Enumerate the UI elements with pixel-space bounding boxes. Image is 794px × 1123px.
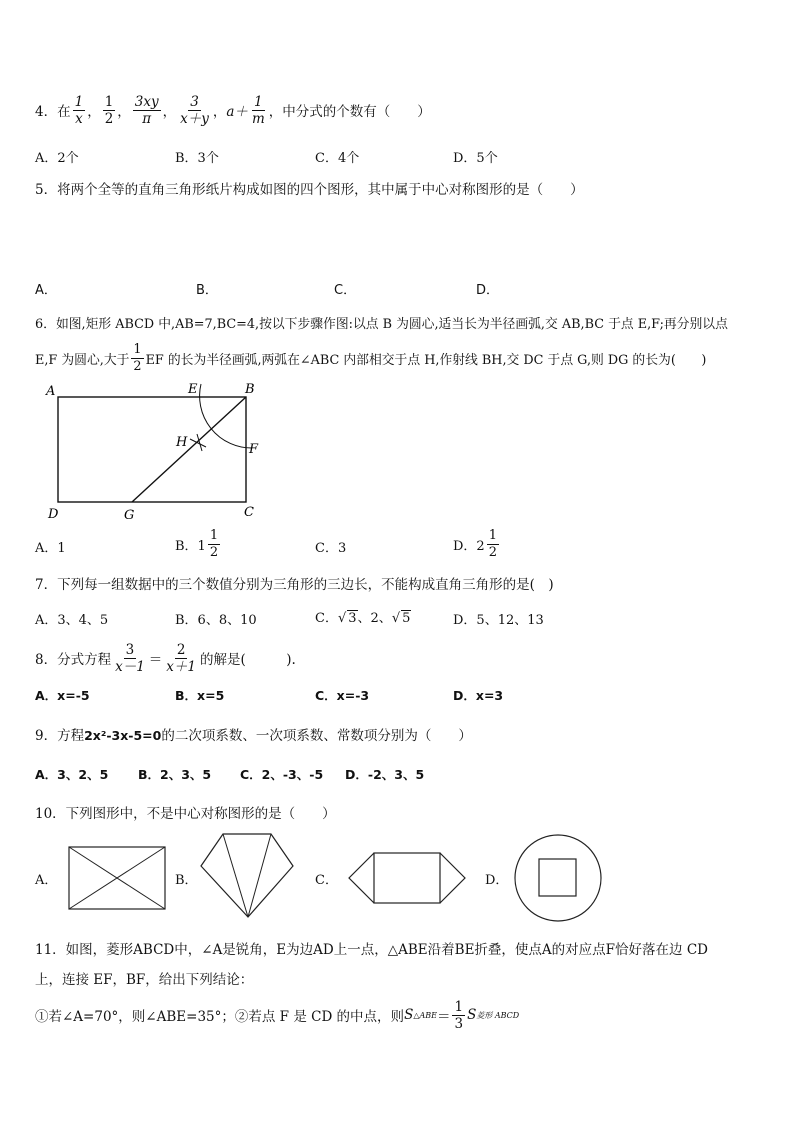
q6-option-d: D．2 $\frac{1}{2}$ xyxy=(453,527,497,560)
question-11-line-1: 11．如图，菱形ABCD中，∠A是锐角，E为边AD上一点，△ABE沿着BE折叠，使点A的对应点F恰好落在边 CD xyxy=(35,942,708,958)
q8-option-b: B．x=5 xyxy=(175,688,225,703)
ray-bh xyxy=(132,397,246,502)
question-11-conclusions: ①若∠A=70°，则∠ABE=35°；②若点 F 是 CD 的中点，则 S △ABE ＝ $\frac{1}{3}$ S 菱形 ABCD xyxy=(35,998,520,1032)
question-9: 9．方程2x²-3x-5=0的二次项系数、一次项系数、常数项分别为（ ） xyxy=(35,728,472,744)
label-a: A xyxy=(46,384,56,399)
label-b: B xyxy=(245,382,255,397)
q4-option-c: C．4个 xyxy=(315,151,360,166)
q6-option-a: A．1 xyxy=(35,541,66,556)
q10-label-d: D． xyxy=(485,873,509,888)
q11-fraction-third: $\frac{1}{3}$ xyxy=(454,998,464,1032)
q5-option-c: C． xyxy=(334,283,357,298)
question-8: 8．分式方程 $\frac{3}{x-1}$ ＝ $\frac{2}{x+1}$ 的解是( ). xyxy=(35,641,296,675)
q6-rectangle-figure xyxy=(40,380,270,522)
q10-figure-c xyxy=(346,850,468,906)
q7-option-a: A．3、4、5 xyxy=(35,613,109,628)
q4-fraction-1: $\frac{1}{x}$ xyxy=(74,93,84,127)
q9-option-d: D．-2、3、5 xyxy=(345,767,425,782)
label-d: D xyxy=(48,507,59,522)
question-11-line-2: 上，连接 EF，BF，给出下列结论： xyxy=(35,972,254,988)
q4-option-a: A．2个 xyxy=(35,151,79,166)
q4-number: 4．在 xyxy=(35,104,71,120)
q10-label-c: C． xyxy=(315,873,338,888)
q4-fraction-5: $\frac{1}{m}$ xyxy=(251,93,265,127)
q9-option-b: B．2、3、5 xyxy=(138,767,212,782)
rectangle-abcd xyxy=(58,397,246,502)
label-e: E xyxy=(188,382,198,397)
label-c: C xyxy=(244,505,254,520)
question-10: 10．下列图形中，不是中心对称图形的是（ ） xyxy=(35,806,336,822)
q8-option-a: A．x=-5 xyxy=(35,688,90,703)
question-6-line-2: E,F 为圆心,大于 $\frac{1}{2}$ EF 的长为半径画弧,两弧在∠ABC 内部相交于点 H,作射线 BH,交 DC 于点 G,则 DG 的长为( ) xyxy=(35,341,707,374)
q8-option-d: D．x=3 xyxy=(453,688,504,703)
q4-fraction-3: $\frac{3xy}{\pi}$ xyxy=(134,93,159,127)
question-6-line-1: 6．如图,矩形 ABCD 中,AB=7,BC=4,按以下步骤作图:以点 B 为圆心,适当长为半径画弧,交 AB,BC 于点 E,F;再分别以点 xyxy=(35,317,728,332)
q6-fraction-half: $\frac{1}{2}$ xyxy=(133,341,142,374)
q10-figure-a xyxy=(66,844,168,912)
q10-figure-d xyxy=(512,832,604,924)
q8-fraction-left: $\frac{3}{x-1}$ xyxy=(115,641,145,675)
q5-option-b: B． xyxy=(196,283,218,298)
q9-option-c: C．2、-3、-5 xyxy=(240,767,324,782)
q10-label-b: B． xyxy=(175,873,198,888)
q5-option-a: A． xyxy=(35,283,57,298)
label-g: G xyxy=(124,508,135,522)
q8-fraction-right: $\frac{2}{x+1}$ xyxy=(166,641,196,675)
q7-option-b: B．6、8、10 xyxy=(175,613,257,628)
q6-option-b: B．1 $\frac{1}{2}$ xyxy=(175,527,219,560)
q5-option-d: D． xyxy=(476,283,500,298)
q4-fraction-2: $\frac{1}{2}$ xyxy=(104,93,114,127)
q7-option-d: D．5、12、13 xyxy=(453,613,544,628)
q7-option-c: C．√ 3、2、√ 5 xyxy=(315,611,411,626)
q4-option-d: D．5个 xyxy=(453,151,498,166)
q9-option-a: A．3、2、5 xyxy=(35,767,109,782)
q4-option-b: B．3个 xyxy=(175,151,219,166)
q6-option-c: C．3 xyxy=(315,541,347,556)
question-5: 5．将两个全等的直角三角形纸片构成如图的四个图形，其中属于中心对称图形的是（ ） xyxy=(35,182,584,198)
label-f: F xyxy=(249,442,259,457)
q10-label-a: A． xyxy=(35,873,58,888)
q4-fraction-4: $\frac{3}{x+y}$ xyxy=(180,93,209,127)
q8-option-c: C．x=-3 xyxy=(315,688,370,703)
label-h: H xyxy=(176,435,188,450)
q10-figure-b xyxy=(198,832,296,920)
question-4: 4．在 $\frac{1}{x}$ ， $\frac{1}{2}$ ， $\frac{3xy}{\pi}$ ， $\frac{3}{x+y}$ ， a＋ $\frac{1}{m}$ ，中分式的个数有（ ） xyxy=(35,93,431,127)
question-7: 7．下列每一组数据中的三个数值分别为三角形的三边长，不能构成直角三角形的是( ) xyxy=(35,577,554,593)
